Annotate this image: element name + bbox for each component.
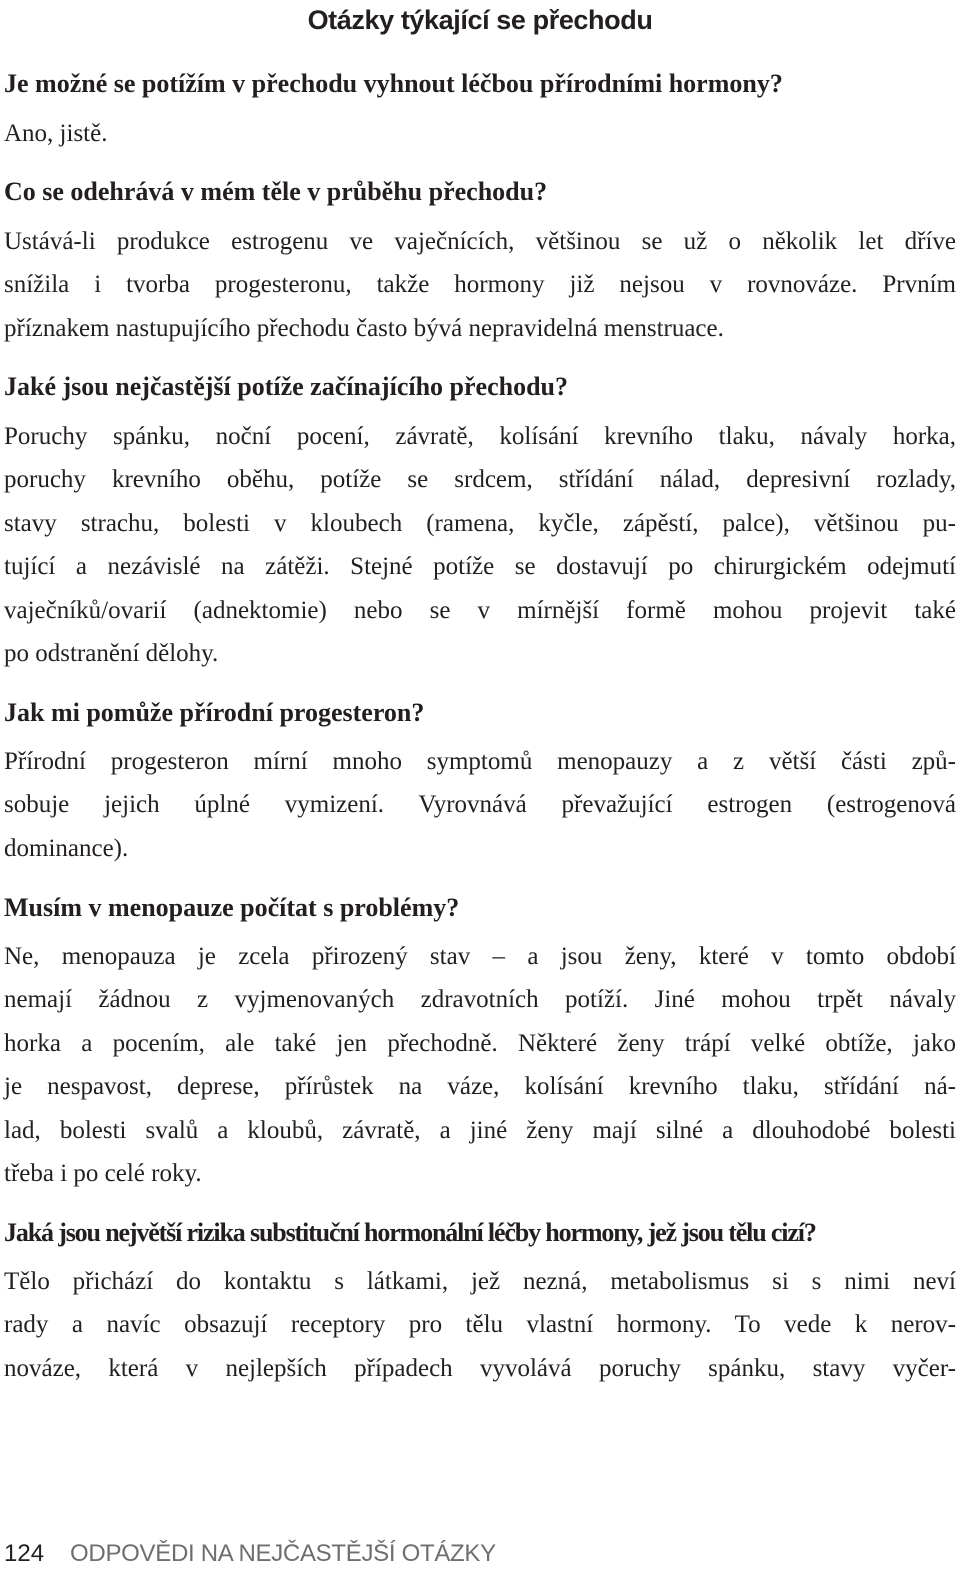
answer-paragraph: [4, 1260, 956, 1390]
answer-line: poruchy krevního oběhu, potíže se srdcem, střídání nálad, depresivní rozlady,: [4, 466, 956, 494]
answer-paragraph: [4, 740, 956, 870]
answer-line: příznakem nastupujícího přechodu často bývá nepravidelná menstruace.: [4, 314, 724, 342]
answer-paragraph: [4, 112, 956, 155]
answer-line: Poruchy spánku, noční pocení, závratě, kolísání krevního tlaku, návaly horka,: [4, 423, 956, 450]
answer-line: Ne, menopauza je zcela přirozený stav – a jsou ženy, které v tomto období: [4, 943, 956, 970]
answer-line: Ano, jistě.: [4, 120, 108, 147]
answer-line: horka a pocením, ale také jen přechodně. Některé ženy trápí velké obtíže, jako: [4, 1029, 956, 1057]
question-heading: Je možné se potížím v přechodu vyhnout léčbou přírodními hormony?: [4, 69, 783, 98]
answer-line: lad, bolesti svalů a kloubů, závratě, a jiné ženy mají silné a dlouhodobé bolesti: [4, 1116, 956, 1144]
answer-line: nemají žádnou z vyjmenovaných zdravotních potíží. Jiné mohou trpět návaly: [4, 986, 956, 1014]
answer-line: Přírodní progesteron mírní mnoho symptomů menopauzy a z větší části způ-: [4, 748, 956, 775]
answer-paragraph: [4, 935, 956, 1195]
answer-line: Ustává-li produkce estrogenu ve vaječnících, většinou se už o několik let dříve: [4, 228, 956, 255]
answer-line: nováze, která v nejlepších případech vyvolává poruchy spánku, stavy vyčer-: [4, 1354, 956, 1382]
question-heading: Jak mi pomůže přírodní progesteron?: [4, 698, 425, 727]
question-heading: Musím v menopauze počítat s problémy?: [4, 893, 460, 922]
qa-block: [4, 1218, 956, 1248]
answer-line: rady a navíc obsazují receptory pro tělu vlastní hormony. To vede k nerov-: [4, 1311, 956, 1339]
qa-block: [4, 698, 956, 728]
running-footer-section-title: ODPOVĚDI NA NEJČASTĚJŠÍ OTÁZKY: [70, 1540, 496, 1567]
qa-block: [4, 893, 956, 923]
answer-paragraph: [4, 415, 956, 675]
answer-line: sobuje jejich úplné vymizení. Vyrovnává převažující estrogen (estrogenová: [4, 791, 956, 819]
answer-line: vaječníků/ovarií (adnektomie) nebo se v mírnější formě mohou projevit také: [4, 596, 956, 624]
qa-block: [4, 372, 956, 402]
question-heading: Jaká jsou největší rizika substituční hormonální léčby hormony, jež jsou tělu cizí?: [4, 1218, 816, 1247]
qa-block: [4, 177, 956, 207]
answer-line: tující a nezávislé na zátěži. Stejné potíže se dostavují po chirurgickém odejmutí: [4, 553, 956, 581]
answer-line: dominance).: [4, 834, 129, 862]
answer-line: snížila i tvorba progesteronu, takže hormony již nejsou v rovnováze. Prvním: [4, 271, 956, 299]
page-title: Otázky týkající se přechodu: [307, 5, 653, 35]
question-heading: Co se odehrává v mém těle v průběhu přechodu?: [4, 177, 548, 206]
qa-block: [4, 69, 956, 99]
answer-line: Tělo přichází do kontaktu s látkami, jež nezná, metabolismus si s nimi neví: [4, 1268, 956, 1295]
answer-paragraph: [4, 220, 956, 350]
answer-line: je nespavost, deprese, přírůstek na váze, kolísání krevního tlaku, střídání ná-: [4, 1073, 956, 1101]
answer-line: po odstranění dělohy.: [4, 640, 219, 668]
question-heading: Jaké jsou nejčastější potíže začínajícího přechodu?: [4, 372, 569, 401]
answer-line: stavy strachu, bolesti v kloubech (ramena, kyčle, zápěstí, palce), většinou pu-: [4, 509, 956, 537]
page-footer: [4, 1539, 496, 1569]
page-number: 124: [4, 1540, 45, 1567]
answer-line: třeba i po celé roky.: [4, 1160, 202, 1188]
